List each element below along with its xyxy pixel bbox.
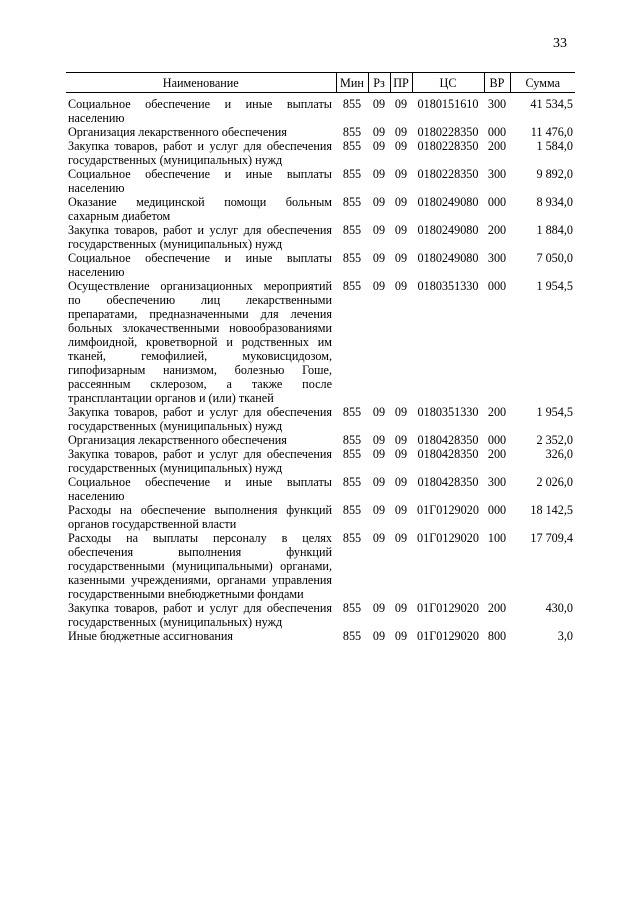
- row-min: 855: [342, 433, 362, 447]
- header-name: Наименование: [66, 73, 336, 93]
- row-rz: 09: [372, 167, 386, 181]
- row-name: Социальное обеспечение и иные выплаты населению: [68, 167, 332, 195]
- row-vr: 000: [487, 433, 507, 447]
- budget-table: [66, 72, 575, 643]
- table-row: [66, 167, 575, 195]
- row-cs: 01Г0129020: [417, 531, 479, 545]
- row-min: 855: [342, 475, 362, 489]
- row-cs: 0180228350: [417, 125, 479, 139]
- row-sum: 1 954,5: [536, 279, 573, 293]
- table-row: [66, 629, 575, 643]
- row-rz: 09: [372, 503, 386, 517]
- row-vr: 300: [487, 167, 507, 181]
- row-sum: 2 026,0: [536, 475, 573, 489]
- row-cs: 0180249080: [417, 195, 479, 209]
- header-rz: Рз: [368, 73, 390, 93]
- table-row: [66, 223, 575, 251]
- table-header: [66, 73, 575, 93]
- row-sum: 1 884,0: [536, 223, 573, 237]
- row-min: 855: [342, 223, 362, 237]
- row-name: Закупка товаров, работ и услуг для обеспечения государственных (муниципальных) нужд: [68, 447, 332, 475]
- row-cs: 0180428350: [417, 475, 479, 489]
- row-name: Организация лекарственного обеспечения: [68, 433, 287, 447]
- row-rz: 09: [372, 601, 386, 615]
- row-vr: 800: [487, 629, 507, 643]
- row-sum: 18 142,5: [530, 503, 573, 517]
- row-cs: 0180428350: [417, 447, 479, 461]
- row-sum: 7 050,0: [536, 251, 573, 265]
- row-pr: 09: [394, 125, 408, 139]
- row-min: 855: [342, 251, 362, 265]
- row-pr: 09: [394, 433, 408, 447]
- table-row: [66, 475, 575, 503]
- row-sum: 11 476,0: [530, 125, 573, 139]
- row-vr: 200: [487, 223, 507, 237]
- row-rz: 09: [372, 223, 386, 237]
- table-row: [66, 503, 575, 531]
- row-min: 855: [342, 531, 362, 545]
- header-cs: ЦС: [412, 73, 484, 93]
- row-rz: 09: [372, 447, 386, 461]
- row-vr: 000: [487, 503, 507, 517]
- row-rz: 09: [372, 125, 386, 139]
- row-rz: 09: [372, 531, 386, 545]
- row-vr: 000: [487, 125, 507, 139]
- row-sum: 2 352,0: [536, 433, 573, 447]
- row-pr: 09: [394, 629, 408, 643]
- row-min: 855: [342, 447, 362, 461]
- row-rz: 09: [372, 475, 386, 489]
- header-pr: ПР: [390, 73, 412, 93]
- row-min: 855: [342, 601, 362, 615]
- row-cs: 01Г0129020: [417, 601, 479, 615]
- row-name: Осуществление организационных мероприятий по обеспечению лиц лекарственными препаратами, предназначенными для лечения больных злокачественными новообразованиями лимфоидной, кроветворной и родственных им тканей, гемофилией, муковисцидозом, гипофизарным нанизмом, болезнью Гоше, рассеянным склерозом, а также после трансплантации органов и (или) тканей: [68, 279, 332, 405]
- row-pr: 09: [394, 503, 408, 517]
- row-min: 855: [342, 139, 362, 153]
- row-vr: 200: [487, 601, 507, 615]
- row-pr: 09: [394, 405, 408, 419]
- table-row: [66, 251, 575, 279]
- row-pr: 09: [394, 475, 408, 489]
- row-cs: 0180228350: [417, 139, 479, 153]
- table-row: [66, 447, 575, 475]
- row-min: 855: [342, 405, 362, 419]
- row-vr: 300: [487, 97, 507, 111]
- header-vr: ВР: [484, 73, 510, 93]
- row-vr: 300: [487, 475, 507, 489]
- row-rz: 09: [372, 195, 386, 209]
- row-pr: 09: [394, 601, 408, 615]
- row-sum: 430,0: [545, 601, 573, 615]
- row-vr: 300: [487, 251, 507, 265]
- row-pr: 09: [394, 167, 408, 181]
- row-rz: 09: [372, 97, 386, 111]
- row-rz: 09: [372, 251, 386, 265]
- row-cs: 0180351330: [417, 405, 479, 419]
- row-pr: 09: [394, 447, 408, 461]
- row-vr: 200: [487, 139, 507, 153]
- row-min: 855: [342, 167, 362, 181]
- row-vr: 000: [487, 279, 507, 293]
- row-rz: 09: [372, 433, 386, 447]
- row-name: Иные бюджетные ассигнования: [68, 629, 234, 643]
- page-number: 33: [553, 36, 567, 51]
- row-min: 855: [342, 503, 362, 517]
- row-sum: 8 934,0: [536, 195, 573, 209]
- row-name: Закупка товаров, работ и услуг для обеспечения государственных (муниципальных) нужд: [68, 405, 332, 433]
- row-vr: 200: [487, 405, 507, 419]
- header-row: [66, 73, 575, 93]
- table-row: [66, 433, 575, 447]
- row-min: 855: [342, 97, 362, 111]
- row-sum: 41 534,5: [530, 97, 573, 111]
- row-name: Социальное обеспечение и иные выплаты населению: [68, 97, 332, 125]
- table-row: [66, 279, 575, 405]
- table-row: [66, 195, 575, 223]
- row-rz: 09: [372, 279, 386, 293]
- row-cs: 0180249080: [417, 251, 479, 265]
- row-name: Расходы на выплаты персоналу в целях обеспечения выполнения функций государственными (муниципальными) органами, казенными учреждениями, органами управления государственными внебюджетными фондами: [68, 531, 332, 601]
- row-cs: 0180151610: [417, 97, 479, 111]
- table-row: [66, 125, 575, 139]
- row-cs: 01Г0129020: [417, 503, 479, 517]
- row-cs: 0180249080: [417, 223, 479, 237]
- row-name: Закупка товаров, работ и услуг для обеспечения государственных (муниципальных) нужд: [68, 601, 332, 629]
- row-name: Закупка товаров, работ и услуг для обеспечения государственных (муниципальных) нужд: [68, 139, 332, 167]
- row-pr: 09: [394, 251, 408, 265]
- row-name: Социальное обеспечение и иные выплаты населению: [68, 475, 332, 503]
- row-pr: 09: [394, 97, 408, 111]
- row-vr: 200: [487, 447, 507, 461]
- row-cs: 0180428350: [417, 433, 479, 447]
- table-body: [66, 93, 575, 644]
- table-row: [66, 405, 575, 433]
- row-cs: 01Г0129020: [417, 629, 479, 643]
- row-min: 855: [342, 125, 362, 139]
- row-min: 855: [342, 629, 362, 643]
- table-row: [66, 601, 575, 629]
- table-row: [66, 93, 575, 126]
- row-rz: 09: [372, 139, 386, 153]
- row-sum: 3,0: [557, 629, 573, 643]
- header-sum: Сумма: [510, 73, 575, 93]
- row-cs: 0180228350: [417, 167, 479, 181]
- row-name: Социальное обеспечение и иные выплаты населению: [68, 251, 332, 279]
- row-sum: 9 892,0: [536, 167, 573, 181]
- row-pr: 09: [394, 279, 408, 293]
- row-pr: 09: [394, 531, 408, 545]
- row-rz: 09: [372, 405, 386, 419]
- header-min: Мин: [336, 73, 368, 93]
- table-row: [66, 139, 575, 167]
- row-name: Организация лекарственного обеспечения: [68, 125, 287, 139]
- row-min: 855: [342, 279, 362, 293]
- row-cs: 0180351330: [417, 279, 479, 293]
- row-pr: 09: [394, 223, 408, 237]
- row-min: 855: [342, 195, 362, 209]
- row-name: Расходы на обеспечение выполнения функций органов государственной власти: [68, 503, 332, 531]
- row-sum: 17 709,4: [530, 531, 573, 545]
- row-rz: 09: [372, 629, 386, 643]
- table-row: [66, 531, 575, 601]
- row-pr: 09: [394, 139, 408, 153]
- row-vr: 100: [487, 531, 507, 545]
- row-sum: 1 954,5: [536, 405, 573, 419]
- row-name: Закупка товаров, работ и услуг для обеспечения государственных (муниципальных) нужд: [68, 223, 332, 251]
- row-sum: 1 584,0: [536, 139, 573, 153]
- row-vr: 000: [487, 195, 507, 209]
- row-sum: 326,0: [545, 447, 573, 461]
- row-name: Оказание медицинской помощи больным сахарным диабетом: [68, 195, 332, 223]
- row-pr: 09: [394, 195, 408, 209]
